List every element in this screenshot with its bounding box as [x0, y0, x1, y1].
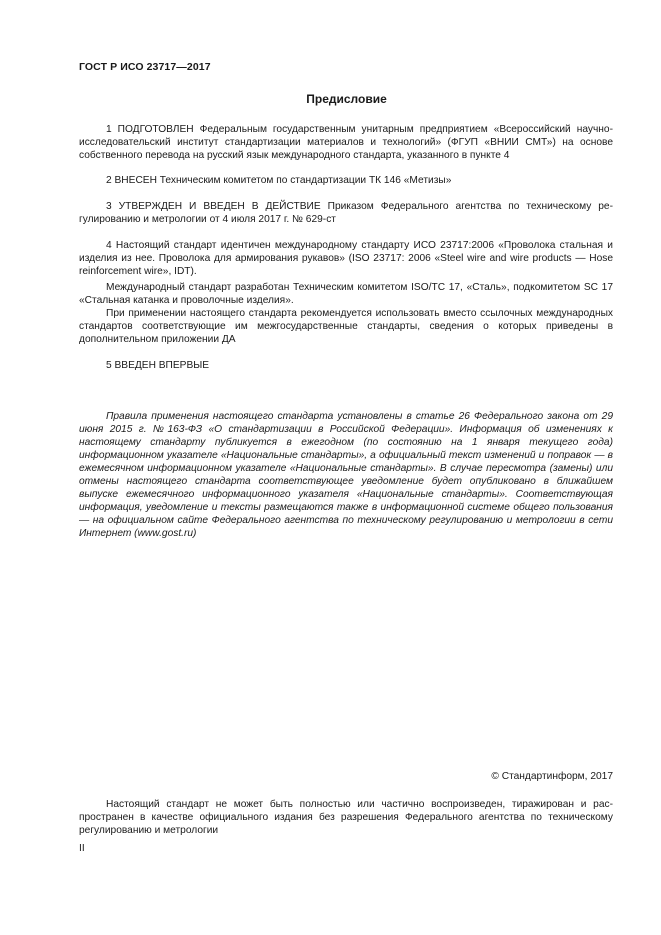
document-code: ГОСТ Р ИСО 23717—2017 — [79, 61, 211, 73]
copyright-line: © Стандартинформ, 2017 — [491, 771, 613, 782]
page-title: Предисловие — [306, 92, 387, 106]
item-2-introduced: 2 ВНЕСЕН Техническим комитетом по стандартизации ТК 146 «Метизы» — [106, 175, 452, 186]
reproduction-notice: Настоящий стандарт не может быть полностью или частично воспроизведен, тиражирован и распространен в качестве официального издания без разрешения Федерального агентства по техническому регулированию и метрологии — [79, 799, 613, 836]
item-5-first-introduced: 5 ВВЕДЕН ВПЕРВЫЕ — [106, 360, 210, 371]
item-4-identical: 4 Настоящий стандарт идентичен международному стандарту ИСО 23717:2006 «Проволока стальная и изделия из нее. Проволока для армирования рукавов» (ISO 23717: 2006 «Steel wire and wire products — Hose reinforcement wire», IDT). — [79, 240, 613, 277]
item-1-prepared: 1 ПОДГОТОВЛЕН Федеральным государственным унитарным предприятием «Всероссийский научно-исследовательский институт стандартизации материалов и технологий» (ФГУП «ВНИИ СМТ») на основе собственного перевода на русский язык международного стандарта, указанного в пункте 4 — [79, 124, 613, 161]
application-rules-notice: Правила применения настоящего стандарта установлены в статье 26 Федерального закона от 29 июня 2015 г. №163-ФЗ «О стандартизации в Российской Федерации». Информация об изменениях к настоящему стандарту публикуется в ежегодном (по состоянию на 1 января текущего года) информационном указателе «Национальные стандарты», а официальный текст изменений и поправок — в ежемесячном информационном указателе «Национальные стандарты». В случае пересмотра (замены) или отмены настоящего стандарта соответствующее уведомление будет опубликовано в ближайшем выпуске ежемесячного информационного указателя «Национальные стандарты». Соответствующая информация, уведомление и тексты размещаются также в информационной системе общего пользования — на официальном сайте Федерального агентства по техническому регулированию и метрологии в сети Интернет (www.gost.ru) — [79, 411, 613, 539]
item-4-application: При применении настоящего стандарта рекомендуется использовать вместо ссылочных международных стандартов соответствующие им межгосударственные стандарты, сведения о которых приведены в дополнительном приложении ДА — [79, 308, 613, 345]
item-3-approved: 3 УТВЕРЖДЕН И ВВЕДЕН В ДЕЙСТВИЕ Приказом Федерального агентства по техническому регулированию и метрологии от 4 июля 2017 г. № 629-ст — [79, 201, 613, 225]
page-number: II — [79, 843, 85, 854]
item-4-developer: Международный стандарт разработан Техническим комитетом ISO/TC 17, «Сталь», подкомитетом SC 17 «Стальная катанка и проволочные изделия». — [79, 282, 613, 306]
